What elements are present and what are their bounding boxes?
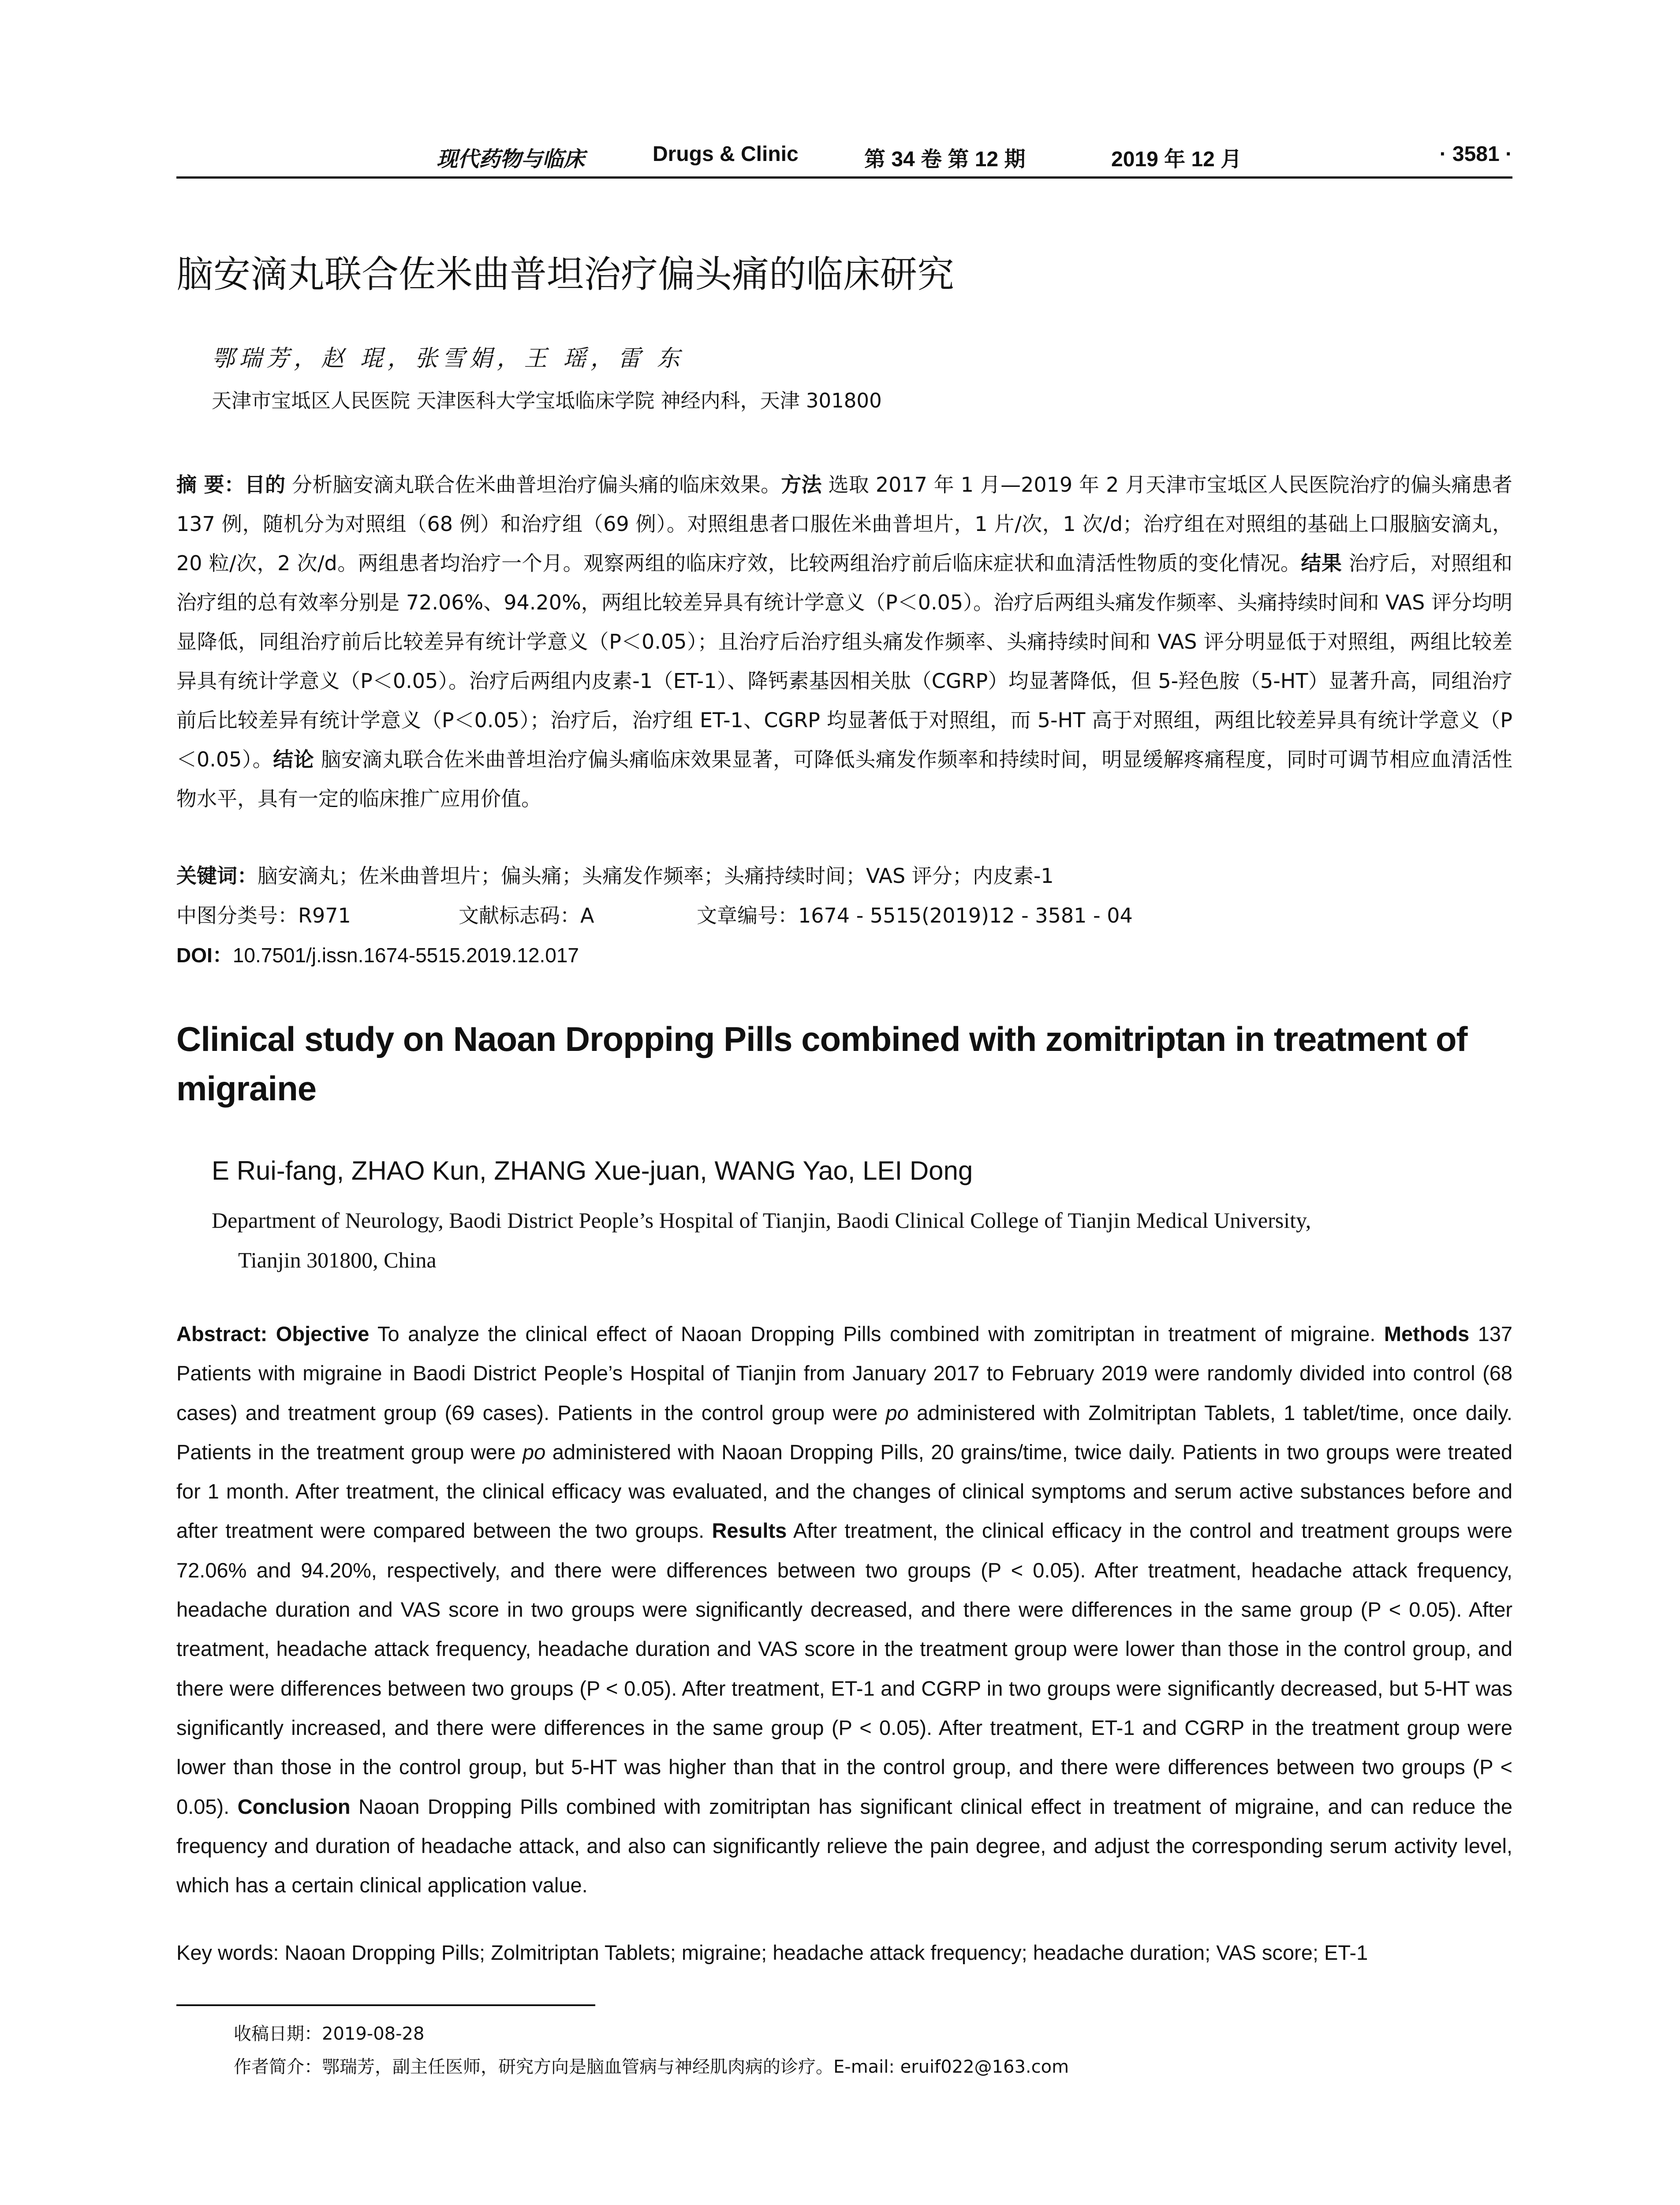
abstract-en-results: After treatment, the clinical efficacy in the control and treatment groups were 72.06% and 94.20%, respectively, and there were differences between two groups (P < 0.05). After treatment, headache attack frequency, headache duration and VAS score in two groups were significantly decreased, and there were differences in the same group (P < 0.05). After treatment, headache attack frequency, headache duration and VAS score in the treatment group were lower than those in the control group, and there were differences between two groups (P < 0.05). After treatment, ET-1 and CGRP in two groups were significantly decreased, but 5-HT was significantly increased, and there were differences in the same group (P < 0.05). After treatment, ET-1 and CGRP in the treatment group were lower than those in the control group, but 5-HT was higher than that in the control group, and there were differences between two groups (P < 0.05).	[176, 1519, 1513, 1818]
abstract-en-objective-label: Objective	[276, 1322, 370, 1345]
abstract-cn-objective-label: 目的	[244, 473, 286, 497]
keywords-en: Key words: Naoan Dropping Pills; Zolmitriptan Tablets; migraine; headache attack frequency; headache duration; VAS score; ET-1	[176, 1941, 1368, 1964]
abstract-en-label: Abstract:	[176, 1322, 268, 1345]
abstract-en-methods-a: 137 Patients with migraine in Baodi District People’s Hospital of Tianjin from January 2017 to February 2019 were randomly divided into control (68 cases) and treatment group (69 cases). Patients in the control group were	[176, 1322, 1512, 1424]
abstract-cn-results-label: 结果	[1301, 551, 1342, 575]
journal-name-en: Drugs & Clinic	[653, 142, 799, 166]
clc-number: 中图分类号：R971	[176, 904, 351, 927]
abstract-en-methods-c: administered with Naoan Dropping Pills, 20 grains/time, twice daily. Patients in two groups were treated for 1 month. After treatment, the clinical efficacy was evaluated, and the changes of clinical symptoms and serum active substances before and after treatment were compared between the two groups.	[176, 1440, 1512, 1543]
keywords-cn-text: 脑安滴丸；佐米曲普坦片；偏头痛；头痛发作频率；头痛持续时间；VAS 评分；内皮素-1	[258, 864, 1054, 888]
volume-issue: 第 34 卷 第 12 期	[864, 148, 1026, 171]
abstract-en-po-1: po	[885, 1401, 909, 1424]
document-code: 文献标志码：A	[459, 904, 594, 927]
affiliation-en-line2: Tianjin 301800, China	[238, 1248, 437, 1272]
article-title-cn: 脑安滴丸联合佐米曲普坦治疗偏头痛的临床研究	[176, 253, 955, 296]
authors-cn: 鄂瑞芳，赵 琨，张雪娟，王 瑶，雷 东	[212, 345, 684, 372]
abstract-cn-results: 治疗后，对照组和治疗组的总有效率分别是 72.06%、94.20%，两组比较差异具有统计学意义（P＜0.05）。治疗后两组头痛发作频率、头痛持续时间和 VAS 评分均明显降低，同组治疗前后比较差异有统计学意义（P＜0.05）；且治疗后治疗组头痛发作频率、头痛持续时间和 VAS 评分明显低于对照组，两组比较差异具有统计学意义（P＜0.05）。治疗后两组内皮素-1（ET-1）、降钙素基因相关肽（CGRP）均显著降低，但 5-羟色胺（5-HT）显著升高，同组治疗前后比较差异有统计学意义（P＜0.05）；治疗后，治疗组 ET-1、CGRP 均显著低于对照组，而 5-HT 高于对照组，两组比较差异具有统计学意义（P＜0.05）。	[176, 551, 1513, 771]
footnote-rule	[176, 2004, 595, 2006]
abstract-cn-conclusion: 脑安滴丸联合佐米曲普坦治疗偏头痛临床效果显著，可降低头痛发作频率和持续时间，明显缓解疼痛程度，同时可调节相应血清活性物水平，具有一定的临床推广应用价值。	[176, 747, 1513, 811]
abstract-en-results-label: Results	[712, 1519, 787, 1543]
affiliation-cn: 天津市宝坻区人民医院 天津医科大学宝坻临床学院 神经内科，天津 301800	[212, 389, 882, 412]
issue-date: 2019 年 12 月	[1111, 148, 1242, 171]
abstract-en-conclusion-label: Conclusion	[237, 1794, 351, 1818]
keywords-cn	[176, 860, 1054, 889]
doi-value: 10.7501/j.issn.1674-5515.2019.12.017	[232, 944, 579, 967]
abstract-cn-methods-label: 方法	[781, 473, 822, 497]
header-rule	[176, 176, 1512, 179]
doi-line	[176, 939, 579, 968]
affiliation-en	[212, 1200, 1512, 1280]
abstract-cn-objective: 分析脑安滴丸联合佐米曲普坦治疗偏头痛的临床效果。	[292, 473, 781, 497]
page-number: · 3581 ·	[1439, 142, 1512, 166]
abstract-en-methods-b: administered with Zolmitriptan Tablets, 1 tablet/time, once daily. Patients in the treatment group were	[176, 1401, 1512, 1464]
article-number: 文章编号：1674 - 5515(2019)12 - 3581 - 04	[697, 904, 1133, 927]
doi-label: DOI：	[176, 944, 233, 967]
abstract-cn-label: 摘 要：	[176, 473, 245, 497]
abstract-cn-methods: 选取 2017 年 1 月—2019 年 2 月天津市宝坻区人民医院治疗的偏头痛患者 137 例，随机分为对照组（68 例）和治疗组（69 例）。对照组患者口服佐米曲普坦片，1 片/次，1 次/d；治疗组在对照组的基础上口服脑安滴丸，20 粒/次，2 次/d。两组患者均治疗一个月。观察两组的临床疗效，比较两组治疗前后临床症状和血清活性物质的变化情况。	[176, 473, 1513, 575]
abstract-en-methods-label: Methods	[1384, 1322, 1470, 1345]
abstract-en-objective: To analyze the clinical effect of Naoan Dropping Pills combined with zomitriptan in treatment of migraine.	[377, 1322, 1376, 1345]
abstract-cn	[176, 465, 1512, 818]
abstract-cn-conclusion-label: 结论	[273, 747, 314, 771]
keywords-cn-label: 关键词：	[176, 864, 258, 888]
abstract-en-po-2: po	[523, 1440, 546, 1464]
author-bio: 作者简介：鄂瑞芳，副主任医师，研究方向是脑血管病与神经肌肉病的诊疗。E-mail: eruif022@163.com	[234, 2057, 1069, 2077]
abstract-en-conclusion: Naoan Dropping Pills combined with zomitriptan has significant clinical effect in treatment of migraine, and can reduce the frequency and duration of headache attack, and also can significantly relieve the pain degree, and adjust the corresponding serum activity level, which has a certain clinical application value.	[176, 1794, 1512, 1897]
journal-name-cn: 现代药物与临床	[437, 147, 585, 172]
abstract-en	[176, 1314, 1512, 1905]
running-header	[176, 142, 1512, 173]
received-date: 收稿日期：2019-08-28	[234, 2024, 425, 2044]
affiliation-en-line1: Department of Neurology, Baodi District People’s Hospital of Tianjin, Baodi Clinical College of Tianjin Medical University,	[212, 1208, 1311, 1233]
article-title-en: Clinical study on Naoan Dropping Pills combined with zomitriptan in treatment of migraine	[176, 1020, 1467, 1108]
authors-en: E Rui-fang, ZHAO Kun, ZHANG Xue-juan, WANG Yao, LEI Dong	[212, 1156, 973, 1185]
